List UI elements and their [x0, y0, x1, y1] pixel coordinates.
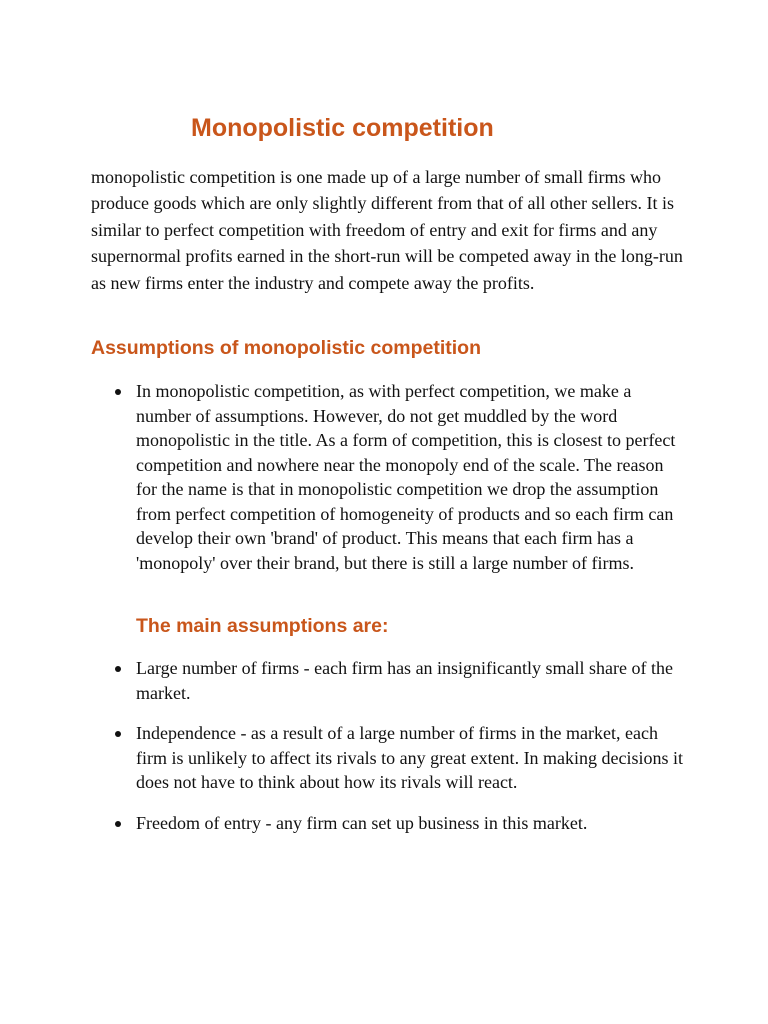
list-item-text: Independence - as a result of a large number of firms in the market, each firm is unlikely to affect its rivals to any great extent. In making decisions it does not have to think about how its rivals will react.: [136, 723, 684, 792]
intro-paragraph: monopolistic competition is one made up of a large number of small firms who produce goods which are only slightly different from that of all other sellers. It is similar to perfect competition with freedom of entry and exit for firms and any supernormal profits earned in the short-run will be competed away in the long-run as new firms enter the industry and compete away the profits.: [91, 167, 683, 293]
bullet-icon: [115, 821, 121, 827]
list-item: [136, 811, 684, 836]
list-item-text: Freedom of entry - any firm can set up business in this market.: [136, 812, 588, 833]
list-item: [136, 656, 684, 705]
bullet-icon: [115, 731, 121, 737]
bullet-icon: [115, 389, 121, 395]
main-assumptions-list: [136, 656, 684, 851]
list-item: [136, 721, 684, 795]
assumptions-paragraph: In monopolistic competition, as with perfect competition, we make a number of assumptions. However, do not get muddled by the word monopolistic in the title. As a form of competition, this is closest to perfect competition and nowhere near the monopoly end of the scale. The reason for the name is that in monopolistic competition we drop the assumption from perfect competition of homogeneity of products and so each firm can develop their own 'brand' of product. This means that each firm has a 'monopoly' over their brand, but there is still a large number of firms.: [136, 381, 676, 573]
assumptions-heading: Assumptions of monopolistic competition: [91, 337, 481, 359]
assumptions-list: [136, 379, 684, 575]
page-title: Monopolistic competition: [191, 114, 494, 142]
list-item-text: Large number of firms - each firm has an insignificantly small share of the market.: [136, 658, 673, 703]
list-item: [136, 379, 684, 575]
main-assumptions-heading: The main assumptions are:: [136, 615, 389, 637]
bullet-icon: [115, 666, 121, 672]
